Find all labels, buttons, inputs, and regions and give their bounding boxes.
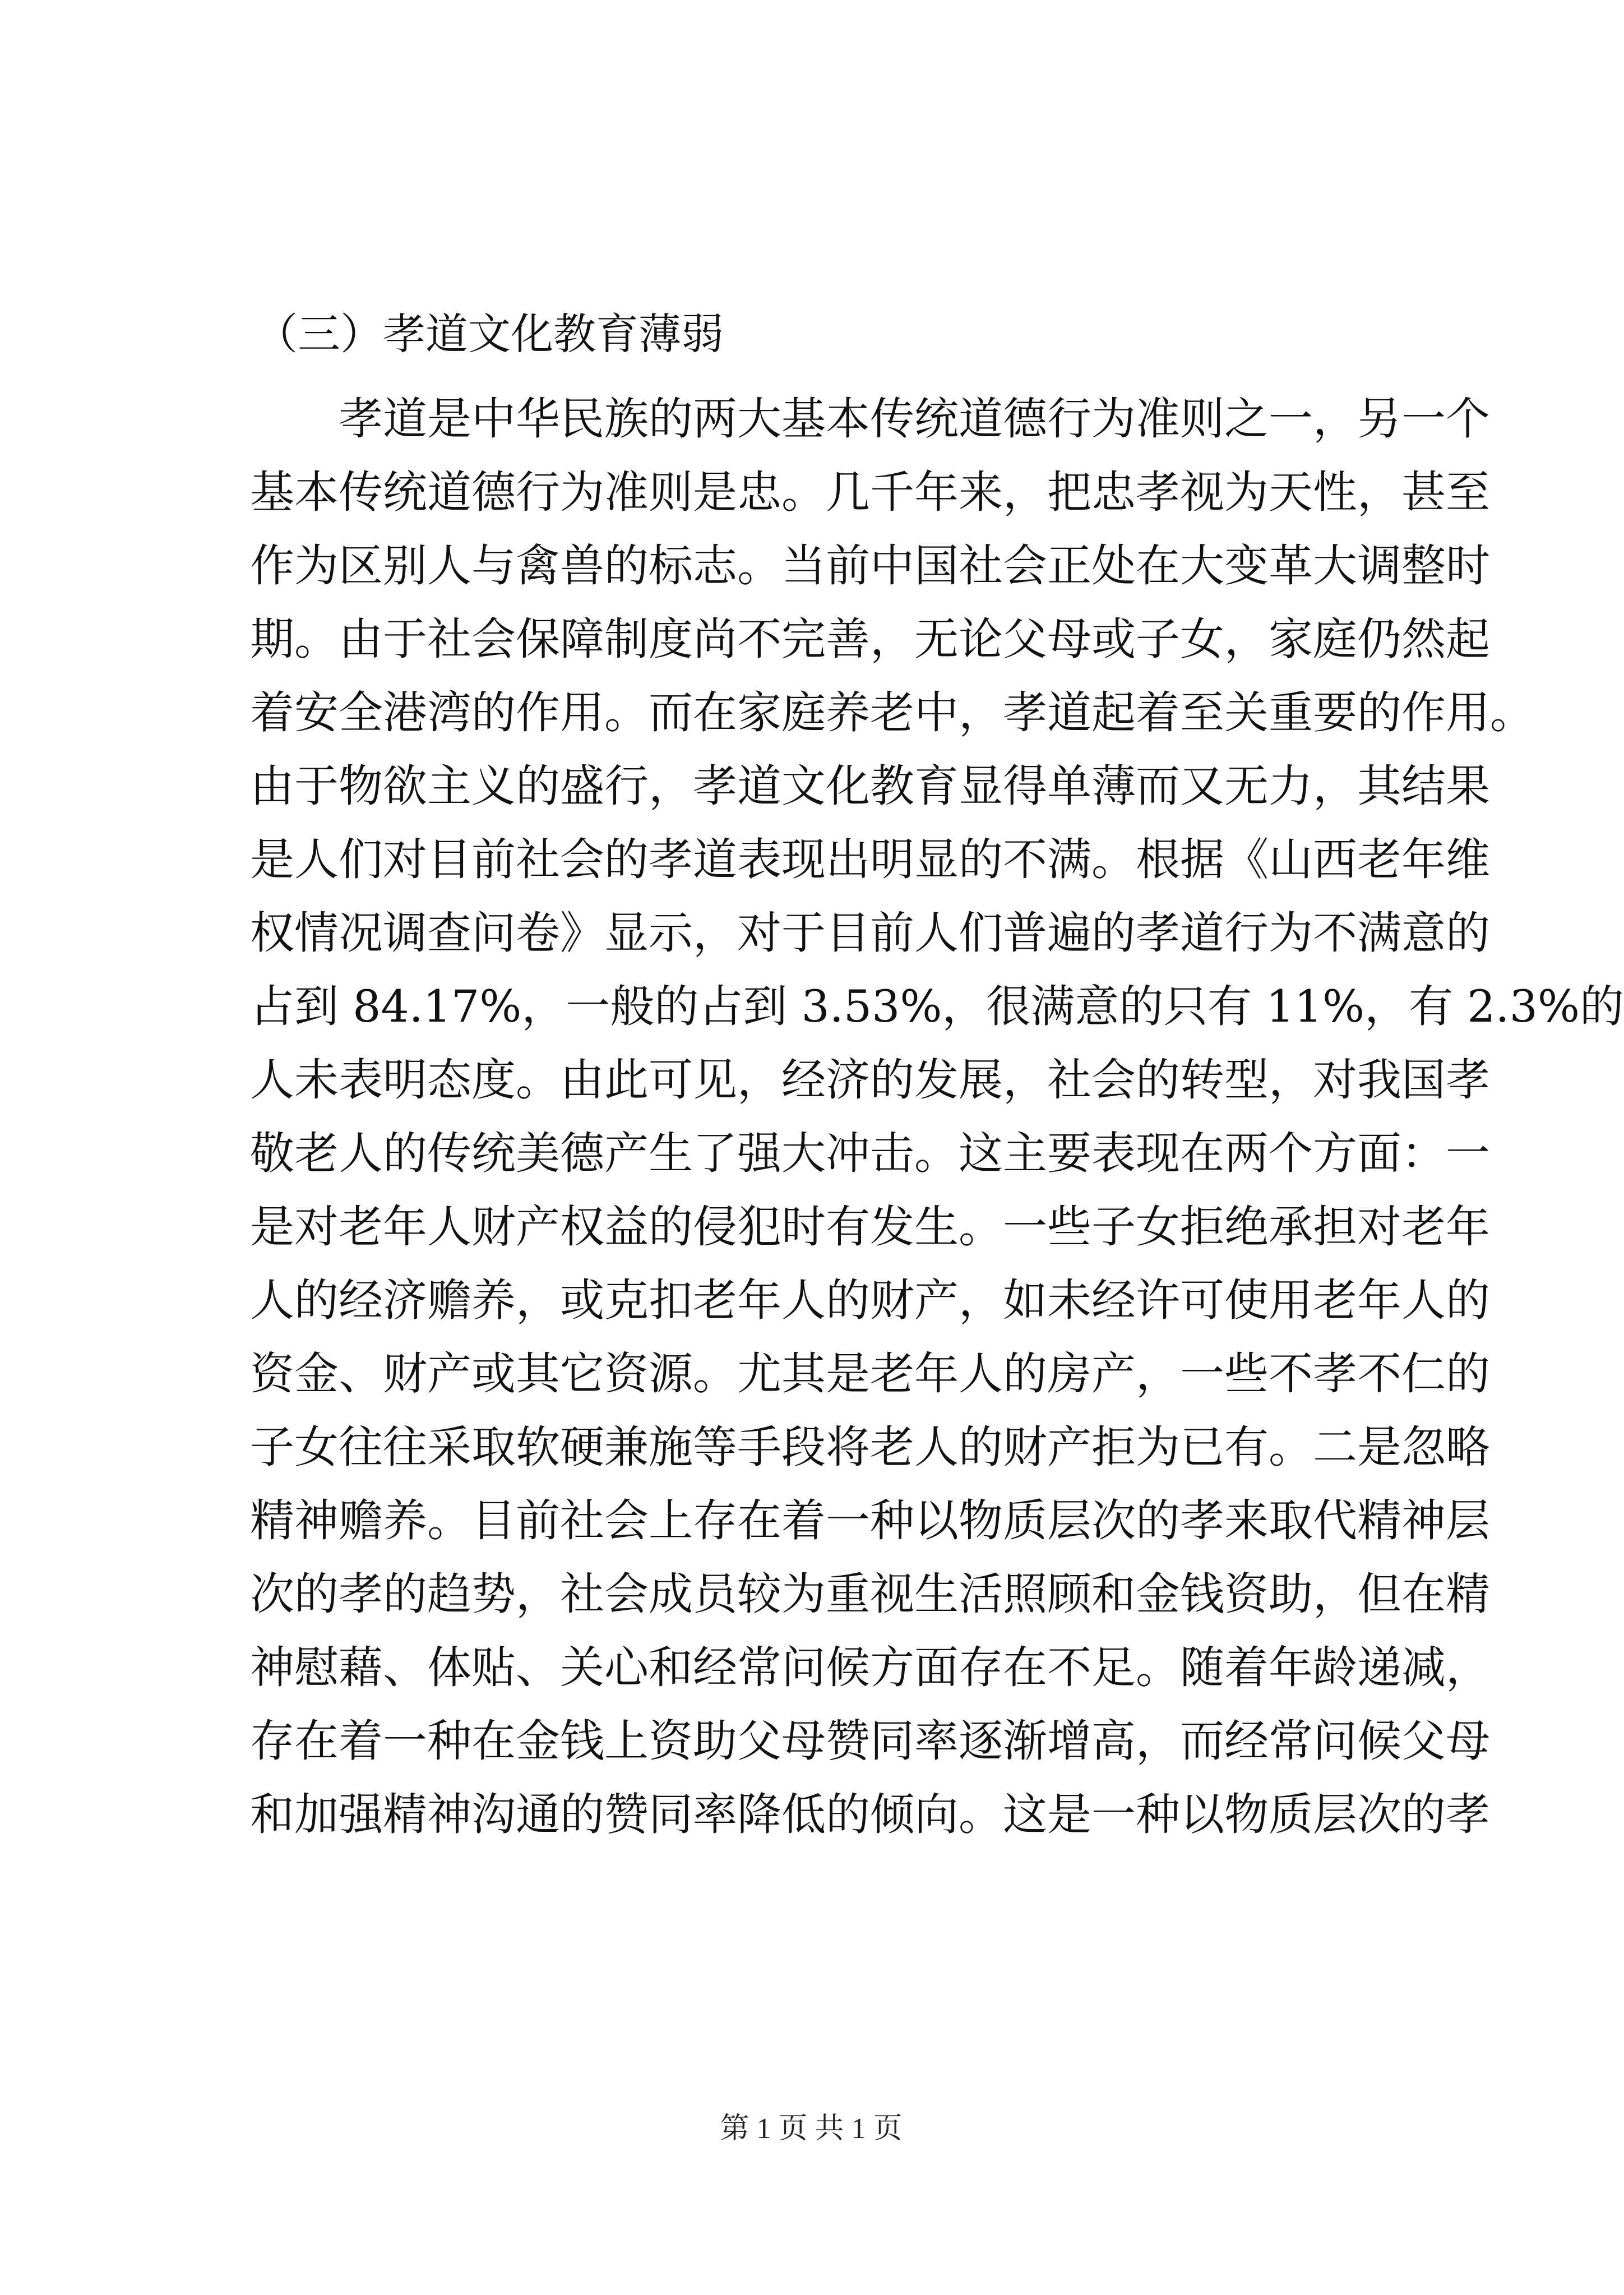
paragraph-line: 孝道是中华民族的两大基本传统道德行为准则之一，另一个 [339,393,1490,445]
section-heading: （三）孝道文化教育薄弱 [255,309,724,359]
paragraph-line: 是人们对目前社会的孝道表现出明显的不满。根据《山西老年维 [250,834,1490,885]
paragraph-line: 期。由于社会保障制度尚不完善，无论父母或子女，家庭仍然起 [250,613,1490,665]
paragraph-line: 是对老年人财产权益的侵犯时有发生。一些子女拒绝承担对老年 [250,1201,1490,1253]
paragraph-line: 着安全港湾的作用。而在家庭养老中，孝道起着至关重要的作用。 [250,687,1534,738]
paragraph-line: 存在着一种在金钱上资助父母赞同率逐渐增高，而经常问候父母 [250,1715,1490,1767]
paragraph-line: 人未表明态度。由此可见，经济的发展，社会的转型，对我国孝 [250,1054,1490,1106]
paragraph-line: 神慰藉、体贴、关心和经常问候方面存在不足。随着年龄递减， [250,1642,1490,1693]
paragraph-line: 资金、财产或其它资源。尤其是老年人的房产，一些不孝不仁的 [250,1348,1490,1400]
paragraph-line: 基本传统道德行为准则是忠。几千年来，把忠孝视为天性，甚至 [250,467,1490,518]
paragraph-line: 子女往往采取软硬兼施等手段将老人的财产拒为已有。二是忽略 [250,1421,1490,1473]
paragraph-line: 权情况调查问卷》显示，对于目前人们普遍的孝道行为不满意的 [250,907,1490,959]
body-paragraph [250,382,1624,1851]
paragraph-line: 作为区别人与禽兽的标志。当前中国社会正处在大变革大调整时 [250,540,1490,592]
paragraph-line: 和加强精神沟通的赞同率降低的倾向。这是一种以物质层次的孝 [250,1789,1490,1840]
paragraph-line: 由于物欲主义的盛行，孝道文化教育显得单薄而又无力，其结果 [250,760,1490,812]
paragraph-line: 人的经济赡养，或克扣老年人的财产，如未经许可使用老年人的 [250,1275,1490,1326]
paragraph-line: 敬老人的传统美德产生了强大冲击。这主要表现在两个方面：一 [250,1128,1490,1179]
paragraph-line: 次的孝的趋势，社会成员较为重视生活照顾和金钱资助，但在精 [250,1568,1490,1620]
paragraph-line: 占到 84.17%，一般的占到 3.53%，很满意的只有 11%，有 2.3%的 [250,981,1624,1032]
page-number-footer: 第 1 页 共 1 页 [720,2113,903,2145]
paragraph-line: 精神赡养。目前社会上存在着一种以物质层次的孝来取代精神层 [250,1495,1490,1546]
